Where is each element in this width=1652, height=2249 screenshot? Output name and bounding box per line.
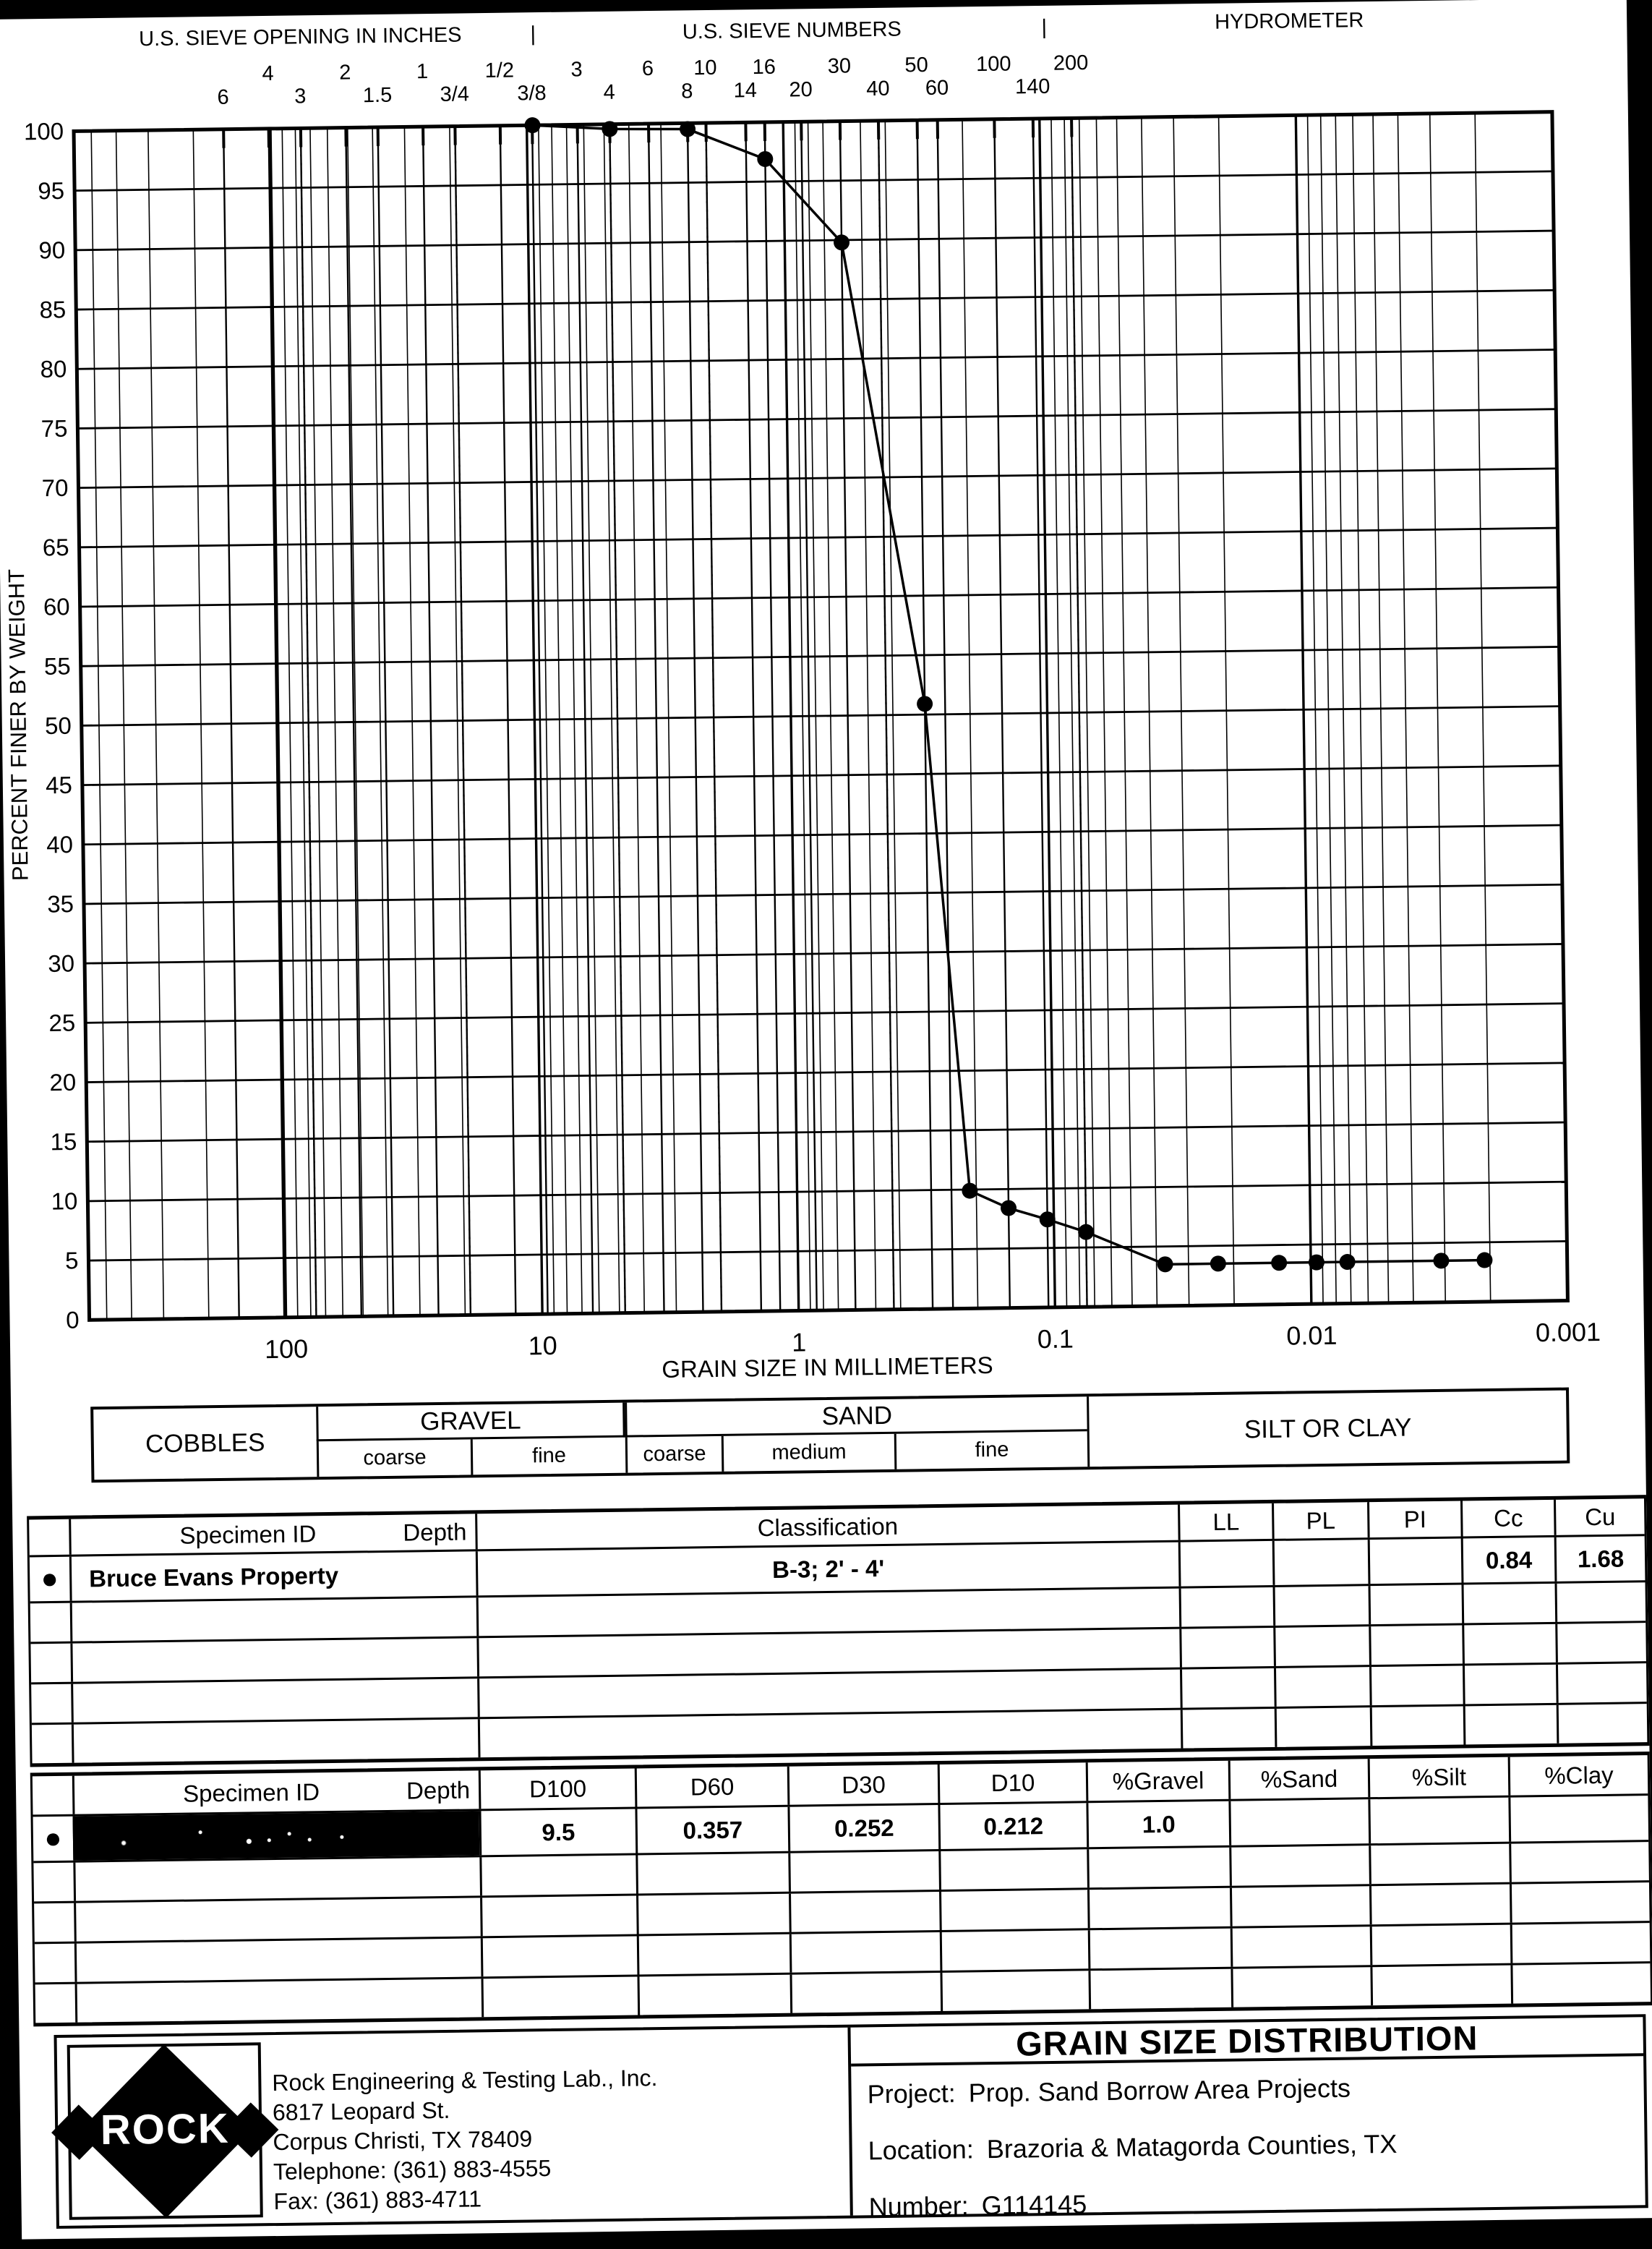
band-gravel: GRAVEL bbox=[316, 1403, 625, 1442]
blank-cell bbox=[1463, 1705, 1557, 1745]
blank-cell bbox=[32, 1725, 72, 1764]
blank-cell bbox=[1274, 1667, 1370, 1707]
svg-text:55: 55 bbox=[44, 652, 71, 679]
d100-value: 9.5 bbox=[479, 1809, 635, 1856]
svg-text:1.5: 1.5 bbox=[363, 84, 393, 108]
svg-text:0: 0 bbox=[66, 1307, 80, 1333]
title-block bbox=[54, 2014, 1648, 2229]
blank-cell bbox=[939, 1890, 1088, 1930]
blank-cell bbox=[30, 1644, 71, 1683]
blank-cell bbox=[1229, 1845, 1369, 1886]
blank-cell bbox=[938, 1849, 1087, 1890]
svg-text:200: 200 bbox=[1053, 51, 1089, 75]
svg-text:6: 6 bbox=[642, 57, 654, 80]
gradation-table bbox=[30, 1751, 1652, 2026]
svg-text:5: 5 bbox=[65, 1247, 79, 1273]
report-title: GRAIN SIZE DISTRIBUTION bbox=[850, 2017, 1643, 2066]
svg-text:20: 20 bbox=[49, 1069, 76, 1096]
sand-pct-header: %Sand bbox=[1228, 1759, 1369, 1799]
marker-header-cell bbox=[29, 1519, 69, 1555]
company-name: Rock Engineering & Testing Lab., Inc. bbox=[272, 2063, 658, 2098]
pi-value bbox=[1368, 1539, 1462, 1584]
svg-text:2: 2 bbox=[339, 61, 351, 84]
redacted-specimen-id bbox=[73, 1811, 480, 1860]
blank-cell bbox=[789, 1973, 941, 2013]
blank-cell bbox=[70, 1597, 477, 1641]
blank-cell bbox=[71, 1678, 478, 1722]
specimen-id-header: Specimen ID bbox=[183, 1778, 320, 1807]
marker-header-cell bbox=[33, 1776, 73, 1815]
classification-table bbox=[27, 1495, 1649, 1767]
y-axis-title: PERCENT FINER BY WEIGHT bbox=[3, 533, 37, 916]
blank-cell bbox=[75, 1979, 482, 2022]
axis-group-separator-2: | bbox=[1035, 16, 1053, 40]
svg-text:16: 16 bbox=[752, 56, 776, 79]
svg-text:4: 4 bbox=[603, 81, 615, 104]
blank-cell bbox=[1087, 1848, 1230, 1888]
svg-text:65: 65 bbox=[43, 534, 69, 560]
svg-text:3: 3 bbox=[294, 85, 307, 108]
svg-text:90: 90 bbox=[38, 236, 65, 263]
blank-cell bbox=[1369, 1585, 1463, 1625]
x-axis-title: GRAIN SIZE IN MILLIMETERS bbox=[574, 1350, 1080, 1384]
sand-pct-value bbox=[1228, 1799, 1369, 1845]
blank-cell bbox=[70, 1638, 477, 1681]
number-value: G114145 bbox=[981, 2189, 1087, 2221]
blank-cell bbox=[479, 1855, 636, 1895]
svg-text:10: 10 bbox=[51, 1187, 77, 1214]
blank-cell bbox=[1181, 1709, 1275, 1749]
silt-pct-header: %Silt bbox=[1368, 1757, 1509, 1798]
blank-cell bbox=[480, 1895, 637, 1936]
band-sand-fine: fine bbox=[894, 1431, 1088, 1469]
blank-cell bbox=[1510, 1882, 1650, 1923]
blank-cell bbox=[34, 1903, 74, 1942]
pl-header: PL bbox=[1272, 1502, 1368, 1539]
blank-cell bbox=[1369, 1844, 1510, 1885]
svg-text:70: 70 bbox=[42, 474, 69, 501]
silt-pct-value bbox=[1368, 1798, 1509, 1844]
svg-text:20: 20 bbox=[789, 78, 813, 101]
d100-header: D100 bbox=[479, 1769, 635, 1809]
svg-text:1: 1 bbox=[792, 1327, 807, 1357]
blank-cell bbox=[31, 1684, 72, 1723]
logo-text: ROCK bbox=[71, 2104, 260, 2154]
blank-cell bbox=[1088, 1929, 1231, 1969]
pi-header: PI bbox=[1367, 1501, 1461, 1538]
svg-text:40: 40 bbox=[866, 77, 890, 101]
svg-text:0.1: 0.1 bbox=[1037, 1324, 1074, 1354]
project-value: Prop. Sand Borrow Area Projects bbox=[968, 2073, 1351, 2109]
blank-cell bbox=[1462, 1624, 1556, 1664]
svg-text:14: 14 bbox=[733, 79, 757, 102]
blank-cell bbox=[1555, 1582, 1646, 1622]
location-value: Brazoria & Matagorda Counties, TX bbox=[987, 2129, 1398, 2164]
blank-cell bbox=[481, 1936, 638, 1976]
clay-pct-value bbox=[1508, 1796, 1648, 1842]
svg-text:80: 80 bbox=[40, 355, 67, 382]
blank-cell bbox=[1510, 1923, 1651, 1963]
blank-cell bbox=[35, 1944, 75, 1983]
blank-cell bbox=[1557, 1704, 1648, 1744]
cu-header: Cu bbox=[1554, 1498, 1645, 1535]
svg-text:50: 50 bbox=[904, 54, 928, 77]
ll-header: LL bbox=[1178, 1503, 1272, 1540]
d60-value: 0.357 bbox=[635, 1807, 788, 1853]
blank-cell bbox=[1369, 1626, 1463, 1665]
svg-text:100: 100 bbox=[976, 52, 1011, 76]
blank-cell bbox=[1230, 1886, 1370, 1926]
blank-cell bbox=[1555, 1623, 1646, 1663]
specimen-id-header: Specimen ID bbox=[179, 1520, 316, 1549]
svg-text:8: 8 bbox=[681, 80, 693, 103]
classification-header: Classification bbox=[475, 1505, 1178, 1550]
blank-cell bbox=[73, 1857, 480, 1900]
axis-group-label-sieve-numbers: U.S. SIEVE NUMBERS bbox=[647, 17, 936, 45]
gravel-pct-header: %Gravel bbox=[1086, 1761, 1229, 1801]
d30-value: 0.252 bbox=[787, 1805, 938, 1851]
blank-cell bbox=[1369, 1666, 1463, 1706]
blank-cell bbox=[1370, 1966, 1511, 2006]
svg-text:100: 100 bbox=[265, 1333, 309, 1364]
blank-cell bbox=[636, 1894, 789, 1934]
company-street: 6817 Leopard St. bbox=[273, 2093, 659, 2128]
blank-cell bbox=[940, 1971, 1089, 2011]
specimen-depth-header-cell bbox=[69, 1514, 476, 1554]
blank-cell bbox=[1231, 1926, 1371, 1967]
blank-cell bbox=[33, 1863, 74, 1902]
blank-cell bbox=[72, 1719, 479, 1762]
svg-text:1/2: 1/2 bbox=[484, 59, 514, 82]
number-row bbox=[868, 2189, 1087, 2222]
blank-cell bbox=[1180, 1668, 1275, 1708]
blank-cell bbox=[1556, 1663, 1647, 1703]
svg-text:10: 10 bbox=[693, 56, 717, 80]
specimen-id-value: Bruce Evans Property bbox=[69, 1551, 476, 1600]
location-label: Location: bbox=[868, 2134, 974, 2166]
blank-cell bbox=[940, 1930, 1089, 1971]
svg-text:10: 10 bbox=[528, 1331, 557, 1361]
d30-header: D30 bbox=[787, 1764, 938, 1805]
svg-text:75: 75 bbox=[40, 415, 67, 442]
cc-header: Cc bbox=[1460, 1500, 1554, 1537]
company-address bbox=[272, 2063, 659, 2216]
cu-value: 1.68 bbox=[1554, 1536, 1645, 1582]
d10-value: 0.212 bbox=[938, 1803, 1087, 1849]
blank-cell bbox=[35, 1984, 76, 2023]
d60-header: D60 bbox=[635, 1767, 788, 1807]
company-city: Corpus Christi, TX 78409 bbox=[273, 2122, 659, 2157]
project-label: Project: bbox=[867, 2078, 956, 2110]
svg-text:140: 140 bbox=[1015, 75, 1050, 99]
project-row bbox=[867, 2073, 1351, 2110]
svg-text:45: 45 bbox=[46, 772, 72, 798]
band-sand: SAND bbox=[625, 1396, 1087, 1437]
svg-text:100: 100 bbox=[24, 118, 64, 145]
blank-cell bbox=[478, 1710, 1181, 1758]
blank-cell bbox=[1087, 1888, 1231, 1929]
blank-cell bbox=[1369, 1885, 1510, 1925]
company-phone: Telephone: (361) 883-4555 bbox=[273, 2152, 659, 2187]
blank-cell bbox=[1231, 1967, 1371, 2007]
svg-text:35: 35 bbox=[47, 890, 74, 917]
number-label: Number: bbox=[868, 2191, 969, 2223]
band-cobbles: COBBLES bbox=[93, 1407, 317, 1480]
blank-cell bbox=[1370, 1707, 1464, 1746]
d10-header: D10 bbox=[938, 1762, 1087, 1803]
series-marker: ● bbox=[30, 1557, 70, 1602]
blank-cell bbox=[74, 1898, 481, 1941]
svg-text:85: 85 bbox=[39, 296, 66, 323]
blank-cell bbox=[635, 1853, 789, 1894]
svg-text:3/8: 3/8 bbox=[517, 82, 547, 106]
blank-cell bbox=[1179, 1587, 1274, 1627]
band-gravel-fine: fine bbox=[471, 1438, 626, 1475]
blank-cell bbox=[788, 1851, 939, 1892]
band-sand-coarse: coarse bbox=[625, 1436, 722, 1473]
cc-value: 0.84 bbox=[1461, 1537, 1555, 1583]
blank-cell bbox=[637, 1934, 790, 1975]
blank-cell bbox=[1510, 1963, 1651, 2004]
svg-text:6: 6 bbox=[217, 86, 229, 109]
blank-cell bbox=[1273, 1586, 1369, 1626]
blank-cell bbox=[1088, 1969, 1231, 2010]
svg-text:30: 30 bbox=[828, 54, 852, 77]
svg-text:95: 95 bbox=[38, 177, 64, 204]
depth-header: Depth bbox=[403, 1518, 467, 1546]
classification-value: B-3; 2' - 4' bbox=[476, 1542, 1179, 1596]
blank-cell bbox=[1273, 1626, 1369, 1666]
series-marker: ● bbox=[33, 1817, 74, 1861]
band-gravel-coarse: coarse bbox=[317, 1439, 471, 1477]
svg-text:25: 25 bbox=[48, 1010, 75, 1036]
svg-text:40: 40 bbox=[46, 831, 73, 858]
ll-value bbox=[1178, 1541, 1273, 1587]
blank-cell bbox=[638, 1975, 791, 2015]
gravel-pct-value: 1.0 bbox=[1086, 1801, 1229, 1848]
svg-text:3/4: 3/4 bbox=[440, 82, 469, 106]
blank-cell bbox=[30, 1603, 71, 1642]
svg-text:30: 30 bbox=[48, 949, 74, 976]
svg-text:50: 50 bbox=[45, 712, 72, 739]
svg-text:3: 3 bbox=[570, 58, 583, 81]
axis-group-label-hydrometer: HYDROMETER bbox=[1181, 8, 1398, 35]
band-silt-or-clay: SILT OR CLAY bbox=[1087, 1391, 1567, 1467]
blank-cell bbox=[1370, 1925, 1511, 1966]
depth-header: Depth bbox=[406, 1776, 471, 1804]
location-row bbox=[868, 2129, 1397, 2167]
band-sand-medium: medium bbox=[722, 1434, 895, 1472]
svg-text:60: 60 bbox=[925, 77, 949, 100]
clay-pct-header: %Clay bbox=[1508, 1755, 1648, 1796]
company-logo bbox=[67, 2042, 263, 2219]
specimen-depth-header-cell bbox=[72, 1770, 479, 1814]
svg-text:15: 15 bbox=[50, 1128, 77, 1155]
blank-cell bbox=[482, 1976, 638, 2017]
blank-cell bbox=[789, 1892, 940, 1932]
blank-cell bbox=[74, 1938, 482, 1981]
svg-text:1: 1 bbox=[416, 60, 429, 83]
blank-cell bbox=[1275, 1707, 1371, 1747]
pl-value bbox=[1272, 1540, 1369, 1585]
svg-text:60: 60 bbox=[43, 593, 70, 620]
blank-cell bbox=[1463, 1665, 1557, 1704]
svg-text:4: 4 bbox=[262, 62, 274, 85]
svg-text:0.01: 0.01 bbox=[1286, 1320, 1338, 1351]
company-fax: Fax: (361) 883-4711 bbox=[273, 2182, 659, 2216]
svg-text:0.001: 0.001 bbox=[1536, 1317, 1601, 1347]
axis-group-label-inches: U.S. SIEVE OPENING IN INCHES bbox=[83, 22, 517, 52]
axis-group-separator: | bbox=[524, 22, 542, 46]
blank-cell bbox=[1179, 1628, 1274, 1668]
blank-cell bbox=[1509, 1842, 1649, 1882]
blank-cell bbox=[789, 1932, 941, 1973]
blank-cell bbox=[1462, 1584, 1556, 1623]
